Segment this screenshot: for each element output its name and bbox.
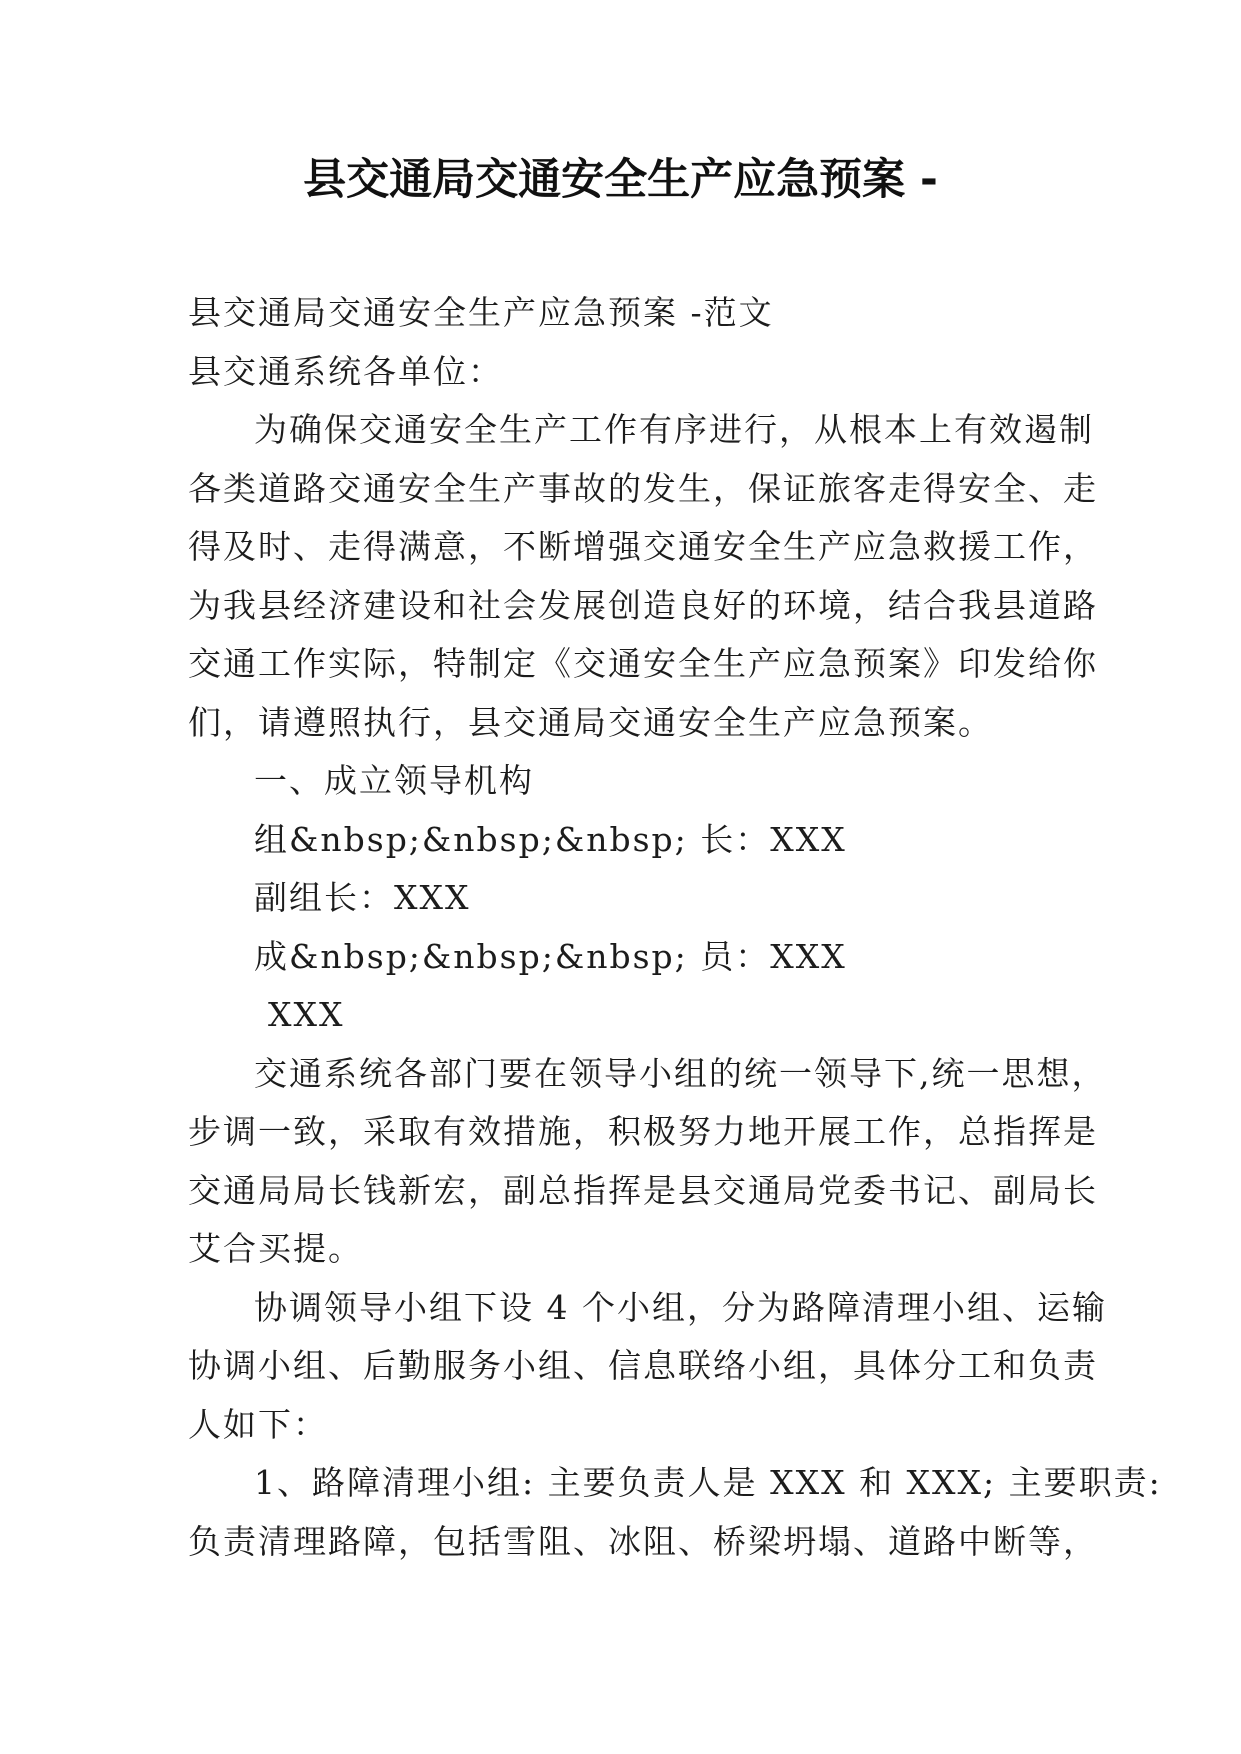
paragraph-line: 人如下： [188, 1404, 328, 1444]
paragraph-line: 为确保交通安全生产工作有序进行，从根本上有效遏制 [254, 410, 1094, 449]
paragraph-line: 艾合买提。 [188, 1229, 363, 1268]
paragraph-line: 1、路障清理小组: 主要负责人是 XXX 和 XXX; 主要职责: [254, 1463, 1162, 1502]
subtitle-line: 县交通局交通安全生产应急预案 -范文 [188, 293, 774, 332]
member-line: 组&nbsp;&nbsp;&nbsp; 长：XXX [254, 819, 847, 859]
paragraph-line: 交通工作实际，特制定《交通安全生产应急预案》印发给你 [188, 644, 1098, 683]
paragraph-line: 负责清理路障，包括雪阻、冰阻、桥梁坍塌、道路中断等， [188, 1521, 1098, 1561]
paragraph-line: 协调领导小组下设 4 个小组，分为路障清理小组、运输 [254, 1287, 1107, 1327]
paragraph-line: 们，请遵照执行，县交通局交通安全生产应急预案。 [188, 702, 993, 742]
section-heading: 一、成立领导机构 [254, 761, 534, 800]
paragraph-line: 交通局局长钱新宏，副总指挥是县交通局党委书记、副局长 [188, 1170, 1098, 1210]
paragraph-line: 为我县经济建设和社会发展创造良好的环境，结合我县道路 [188, 585, 1098, 625]
paragraph-line: 步调一致，采取有效措施，积极努力地开展工作，总指挥是 [188, 1112, 1098, 1151]
paragraph-line: 协调小组、后勤服务小组、信息联络小组，具体分工和负责 [188, 1346, 1098, 1385]
paragraph-line: 各类道路交通安全生产事故的发生，保证旅客走得安全、走 [188, 468, 1098, 508]
paragraph-line: 得及时、走得满意，不断增强交通安全生产应急救援工作， [188, 527, 1098, 566]
member-line: 副组长：XXX [254, 878, 471, 917]
document-title: 县交通局交通安全生产应急预案 - [303, 155, 938, 205]
member-line: 成&nbsp;&nbsp;&nbsp; 员：XXX [254, 936, 847, 976]
member-line: XXX [268, 995, 345, 1034]
salutation-line: 县交通系统各单位： [188, 351, 503, 391]
paragraph-line: 交通系统各部门要在领导小组的统一领导下,统一思想， [254, 1053, 1107, 1093]
document-body [188, 284, 1162, 1571]
